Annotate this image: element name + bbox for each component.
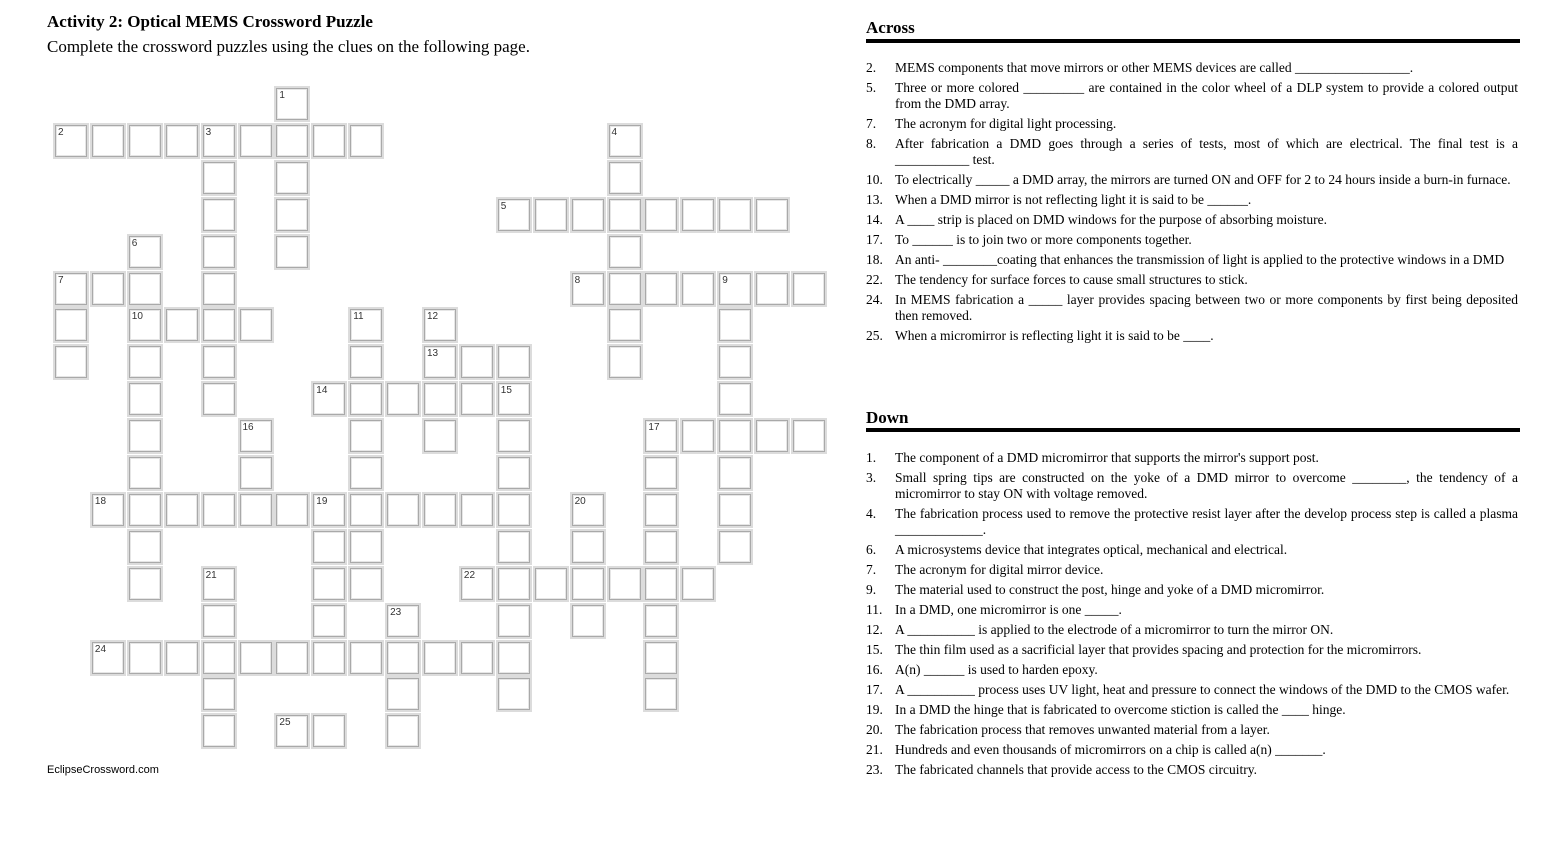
- clue-text: To ______ is to join two or more components together.: [895, 232, 1192, 247]
- crossword-cell[interactable]: [572, 568, 604, 600]
- crossword-cell[interactable]: [276, 494, 308, 526]
- across-clue: [866, 136, 1518, 168]
- crossword-cell[interactable]: [756, 199, 788, 231]
- crossword-cell[interactable]: [387, 383, 419, 415]
- clue-number: 19.: [866, 702, 883, 717]
- crossword-cell[interactable]: [203, 678, 235, 710]
- crossword-cell[interactable]: [498, 642, 530, 674]
- down-clue: [866, 582, 1518, 598]
- crossword-cell[interactable]: [129, 568, 161, 600]
- crossword-cell[interactable]: [498, 605, 530, 637]
- crossword-cell[interactable]: [92, 125, 124, 157]
- clue-number: 7.: [866, 562, 877, 577]
- across-clue: [866, 272, 1518, 288]
- crossword-cell[interactable]: [498, 531, 530, 563]
- clue-text: The material used to construct the post, hinge and yoke of a DMD micromirror.: [895, 582, 1325, 597]
- clue-number: 6.: [866, 542, 877, 557]
- crossword-cell[interactable]: [129, 457, 161, 489]
- clue-text: The fabrication process used to remove the protective resist layer after the develop process step is called a plasma _____________.: [895, 506, 1518, 537]
- clue-number: 23.: [866, 762, 883, 777]
- clue-number: 16.: [866, 662, 883, 677]
- down-clue-list: [866, 450, 1518, 782]
- crossword-cell[interactable]: [203, 642, 235, 674]
- crossword-cell[interactable]: [240, 309, 272, 341]
- crossword-cell[interactable]: [203, 715, 235, 747]
- clue-number: 12.: [866, 622, 883, 637]
- crossword-cell[interactable]: [129, 420, 161, 452]
- crossword-cell[interactable]: [203, 273, 235, 305]
- crossword-cell[interactable]: [313, 568, 345, 600]
- credit-text: EclipseCrossword.com: [47, 764, 159, 776]
- cell-number: 11: [353, 311, 364, 323]
- cell-number: 20: [574, 495, 586, 507]
- crossword-cell[interactable]: [424, 420, 456, 452]
- clue-number: 1.: [866, 450, 877, 465]
- cell-number: 12: [427, 311, 439, 323]
- clue-text: The acronym for digital mirror device.: [895, 562, 1104, 577]
- crossword-cell[interactable]: [609, 236, 641, 268]
- crossword-cell[interactable]: [350, 457, 382, 489]
- cell-number: 16: [242, 422, 254, 434]
- crossword-cell[interactable]: [719, 494, 751, 526]
- clue-number: 7.: [866, 116, 877, 131]
- crossword-cell[interactable]: [129, 346, 161, 378]
- cell-number: 7: [58, 274, 64, 286]
- crossword-cell[interactable]: [609, 568, 641, 600]
- crossword-cell[interactable]: [461, 642, 493, 674]
- crossword-cell[interactable]: [166, 494, 198, 526]
- crossword-cell[interactable]: [129, 125, 161, 157]
- crossword-cell[interactable]: [276, 199, 308, 231]
- crossword-cell[interactable]: [498, 494, 530, 526]
- cell-number: 24: [94, 643, 107, 655]
- crossword-cell[interactable]: [461, 383, 493, 415]
- crossword-cell[interactable]: [203, 383, 235, 415]
- crossword-cell[interactable]: [387, 494, 419, 526]
- clue-text: Small spring tips are constructed on the yoke of a DMD mirror to overcome ________, the tendency of a micromirror to stay ON with voltage removed.: [895, 470, 1518, 501]
- crossword-cell[interactable]: [55, 346, 87, 378]
- crossword-cell[interactable]: [313, 125, 345, 157]
- crossword-cell[interactable]: [313, 605, 345, 637]
- down-clue: [866, 470, 1518, 502]
- crossword-cell[interactable]: [645, 568, 677, 600]
- clue-number: 17.: [866, 682, 883, 697]
- crossword-cell[interactable]: [276, 162, 308, 194]
- crossword-cell[interactable]: [203, 346, 235, 378]
- down-clue: [866, 506, 1518, 538]
- across-heading: Across: [866, 18, 915, 37]
- crossword-cell[interactable]: [793, 420, 825, 452]
- down-clue: [866, 722, 1518, 738]
- down-clue: [866, 702, 1518, 718]
- crossword-cell[interactable]: [461, 494, 493, 526]
- crossword-cell[interactable]: [203, 605, 235, 637]
- clue-number: 14.: [866, 212, 883, 227]
- crossword-cell[interactable]: [461, 346, 493, 378]
- crossword-cell[interactable]: [276, 236, 308, 268]
- crossword-cell[interactable]: [535, 568, 567, 600]
- crossword-cell[interactable]: [129, 273, 161, 305]
- crossword-cell[interactable]: [682, 568, 714, 600]
- crossword-cell[interactable]: [498, 457, 530, 489]
- crossword-cell[interactable]: [166, 125, 198, 157]
- crossword-cell[interactable]: [240, 642, 272, 674]
- crossword-cell[interactable]: [756, 273, 788, 305]
- crossword-cell[interactable]: [645, 494, 677, 526]
- across-rule: [866, 39, 1520, 43]
- clue-text: The tendency for surface forces to cause small structures to stick.: [895, 272, 1248, 287]
- cell-number: 2: [58, 126, 64, 138]
- crossword-cell[interactable]: [572, 605, 604, 637]
- clue-text: In a DMD, one micromirror is one _____.: [895, 602, 1122, 617]
- crossword-cell[interactable]: [166, 309, 198, 341]
- crossword-cell[interactable]: [387, 678, 419, 710]
- crossword-cell[interactable]: [387, 715, 419, 747]
- cell-number: 23: [390, 606, 402, 618]
- crossword-cell[interactable]: [203, 162, 235, 194]
- crossword-cell[interactable]: [498, 346, 530, 378]
- crossword-cell[interactable]: [719, 383, 751, 415]
- down-clue: [866, 562, 1518, 578]
- crossword-cell[interactable]: [645, 199, 677, 231]
- crossword-cell[interactable]: [645, 457, 677, 489]
- crossword-cell[interactable]: [719, 199, 751, 231]
- crossword-cell[interactable]: [276, 642, 308, 674]
- across-clue: [866, 80, 1518, 112]
- page-subtitle: Complete the crossword puzzles using the clues on the following page.: [47, 37, 530, 56]
- down-rule: [866, 428, 1520, 432]
- cell-number: 8: [574, 274, 581, 286]
- crossword-cell[interactable]: [313, 531, 345, 563]
- crossword-cell[interactable]: [572, 531, 604, 563]
- clue-number: 15.: [866, 642, 883, 657]
- crossword-cell[interactable]: [609, 346, 641, 378]
- crossword-cell[interactable]: [682, 199, 714, 231]
- clue-number: 4.: [866, 506, 877, 521]
- crossword-cell[interactable]: [92, 273, 124, 305]
- clue-number: 8.: [866, 136, 877, 151]
- crossword-cell[interactable]: [793, 273, 825, 305]
- crossword-cell[interactable]: [756, 420, 788, 452]
- crossword-cell[interactable]: [609, 273, 641, 305]
- crossword-grid: [0, 0, 820, 800]
- across-clue: [866, 192, 1518, 208]
- down-clue: [866, 622, 1518, 638]
- down-clue: [866, 450, 1518, 466]
- crossword-cell[interactable]: [609, 309, 641, 341]
- cell-number: 10: [131, 311, 143, 323]
- crossword-cell[interactable]: [129, 383, 161, 415]
- clue-text: The fabrication process that removes unwanted material from a layer.: [895, 722, 1270, 737]
- across-clue: [866, 232, 1518, 248]
- across-clue: [866, 172, 1518, 188]
- clue-text: The acronym for digital light processing.: [895, 116, 1117, 131]
- crossword-cell[interactable]: [350, 420, 382, 452]
- crossword-cell[interactable]: [535, 199, 567, 231]
- crossword-cell[interactable]: [55, 309, 87, 341]
- crossword-cell[interactable]: [129, 494, 161, 526]
- clue-text: The component of a DMD micromirror that supports the mirror's support post.: [895, 450, 1319, 465]
- clue-number: 21.: [866, 742, 883, 757]
- crossword-cell[interactable]: [350, 494, 382, 526]
- cell-number: 19: [316, 495, 328, 507]
- crossword-cell[interactable]: [609, 162, 641, 194]
- clue-text: Hundreds and even thousands of micromirrors on a chip is called a(n) _______.: [895, 742, 1326, 757]
- crossword-cell[interactable]: [129, 531, 161, 563]
- crossword-cell[interactable]: [682, 420, 714, 452]
- clue-text: The fabricated channels that provide access to the CMOS circuitry.: [895, 762, 1257, 777]
- clue-text: The thin film used as a sacrificial layer that provides spacing and protection for the micromirrors.: [895, 642, 1422, 657]
- crossword-cell[interactable]: [424, 383, 456, 415]
- crossword-cell[interactable]: [609, 199, 641, 231]
- crossword-cell[interactable]: [313, 642, 345, 674]
- crossword-cell[interactable]: [498, 420, 530, 452]
- across-clue: [866, 116, 1518, 132]
- crossword-cell[interactable]: [350, 125, 382, 157]
- crossword-cell[interactable]: [203, 199, 235, 231]
- clue-number: 10.: [866, 172, 883, 187]
- clue-text: When a DMD mirror is not reflecting light it is said to be ______.: [895, 192, 1252, 207]
- across-clue: [866, 252, 1518, 268]
- down-clue: [866, 662, 1518, 678]
- cell-number: 3: [205, 126, 212, 138]
- across-clue: [866, 292, 1518, 324]
- cell-number: 18: [94, 495, 107, 507]
- crossword-cell[interactable]: [350, 346, 382, 378]
- crossword-cell[interactable]: [645, 273, 677, 305]
- crossword-cell[interactable]: [719, 309, 751, 341]
- clue-text: To electrically _____ a DMD array, the mirrors are turned ON and OFF for 2 to 24 hours inside a burn-in furnace.: [895, 172, 1511, 187]
- clue-number: 17.: [866, 232, 883, 247]
- clue-text: MEMS components that move mirrors or other MEMS devices are called _________________.: [895, 60, 1414, 75]
- clue-number: 20.: [866, 722, 883, 737]
- crossword-cell[interactable]: [350, 383, 382, 415]
- clue-number: 11.: [866, 602, 883, 617]
- crossword-cell[interactable]: [645, 678, 677, 710]
- clue-text: A microsystems device that integrates optical, mechanical and electrical.: [895, 542, 1288, 557]
- crossword-cell[interactable]: [166, 642, 198, 674]
- across-clue: [866, 60, 1518, 76]
- crossword-cell[interactable]: [240, 457, 272, 489]
- clue-text: A __________ process uses UV light, heat and pressure to connect the windows of the DMD to the CMOS wafer.: [895, 682, 1510, 697]
- across-clue: [866, 212, 1518, 228]
- page-title: Activity 2: Optical MEMS Crossword Puzzle: [47, 12, 373, 31]
- cell-number: 1: [279, 90, 285, 101]
- crossword-cell[interactable]: [276, 125, 308, 157]
- clue-text: When a micromirror is reflecting light it is said to be ____.: [895, 328, 1214, 343]
- clue-number: 3.: [866, 470, 877, 485]
- crossword-cell[interactable]: [240, 494, 272, 526]
- crossword-cell[interactable]: [203, 309, 235, 341]
- crossword-cell[interactable]: [645, 605, 677, 637]
- crossword-cell[interactable]: [498, 568, 530, 600]
- clue-number: 9.: [866, 582, 877, 597]
- crossword-cell[interactable]: [203, 236, 235, 268]
- crossword-cell[interactable]: [645, 642, 677, 674]
- cell-number: 9: [722, 274, 728, 286]
- crossword-cell[interactable]: [645, 531, 677, 563]
- clue-number: 22.: [866, 272, 883, 287]
- down-clue: [866, 542, 1518, 558]
- down-clue: [866, 682, 1518, 698]
- crossword-cell[interactable]: [129, 642, 161, 674]
- crossword-cell[interactable]: [350, 531, 382, 563]
- cell-number: 14: [316, 385, 328, 397]
- crossword-cell[interactable]: [682, 273, 714, 305]
- clue-number: 5.: [866, 80, 877, 95]
- crossword-cell[interactable]: [572, 199, 604, 231]
- clue-text: A ____ strip is placed on DMD windows for the purpose of absorbing moisture.: [895, 212, 1327, 227]
- cell-number: 5: [500, 200, 507, 212]
- crossword-cell[interactable]: [719, 531, 751, 563]
- clue-number: 24.: [866, 292, 883, 307]
- clue-text: After fabrication a DMD goes through a series of tests, most of which are electrical. The final test is a ___________ test.: [895, 136, 1518, 167]
- cell-number: 22: [463, 569, 476, 581]
- clue-text: In a DMD the hinge that is fabricated to overcome stiction is called the ____ hinge.: [895, 702, 1346, 717]
- clue-number: 13.: [866, 192, 883, 207]
- down-clue: [866, 602, 1518, 618]
- clue-text: A __________ is applied to the electrode of a micromirror to turn the mirror ON.: [895, 622, 1334, 637]
- crossword-cell[interactable]: [719, 346, 751, 378]
- crossword-cell[interactable]: [387, 642, 419, 674]
- crossword-cell[interactable]: [203, 494, 235, 526]
- crossword-cell[interactable]: [350, 642, 382, 674]
- crossword-cell[interactable]: [424, 494, 456, 526]
- crossword-cell[interactable]: [719, 457, 751, 489]
- down-clue: [866, 642, 1518, 658]
- clue-number: 18.: [866, 252, 883, 267]
- clue-text: A(n) ______ is used to harden epoxy.: [895, 662, 1098, 677]
- down-clue: [866, 762, 1518, 778]
- cell-number: 21: [205, 569, 217, 581]
- crossword-cell[interactable]: [313, 715, 345, 747]
- cell-number: 25: [279, 717, 291, 729]
- cell-number: 17: [648, 422, 660, 434]
- crossword-cell[interactable]: [498, 678, 530, 710]
- crossword-cell[interactable]: [350, 568, 382, 600]
- crossword-cell[interactable]: [240, 125, 272, 157]
- crossword-cell[interactable]: [424, 642, 456, 674]
- crossword-cell[interactable]: [719, 420, 751, 452]
- cell-number: 4: [611, 126, 618, 138]
- down-clue: [866, 742, 1518, 758]
- down-heading: Down: [866, 408, 909, 427]
- across-clue-list: [866, 60, 1518, 348]
- clue-number: 2.: [866, 60, 877, 75]
- clue-text: In MEMS fabrication a _____ layer provides spacing between two or more components by first being deposited then removed.: [895, 292, 1518, 323]
- across-clue: [866, 328, 1518, 344]
- clue-text: An anti- ________coating that enhances the transmission of light is applied to the protective windows in a DMD: [895, 252, 1505, 267]
- clue-text: Three or more colored _________ are contained in the color wheel of a DLP system to provide a colored output from the DMD array.: [895, 80, 1518, 111]
- cell-number: 15: [500, 385, 512, 397]
- cell-number: 6: [131, 237, 138, 249]
- clue-number: 25.: [866, 328, 883, 343]
- cell-number: 13: [427, 348, 439, 360]
